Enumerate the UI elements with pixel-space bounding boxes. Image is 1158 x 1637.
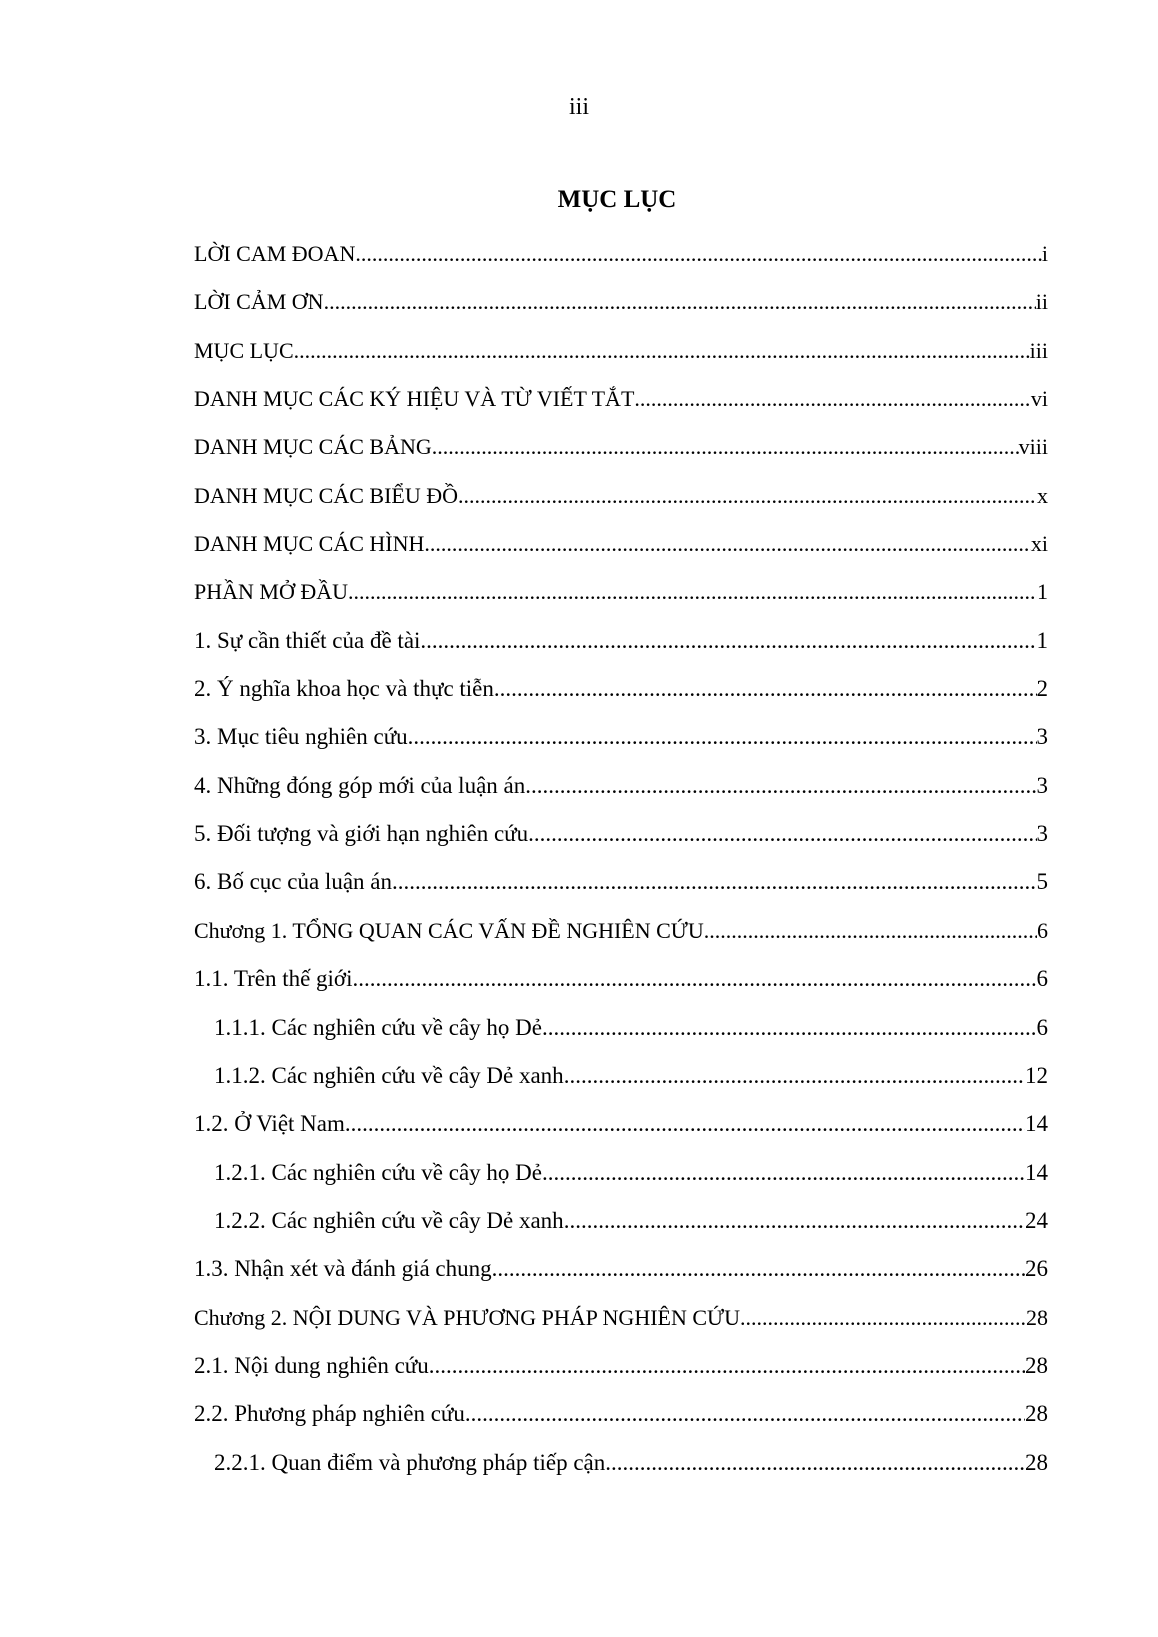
toc-dot-leader bbox=[494, 665, 1037, 713]
toc-entry-page: ii bbox=[1035, 289, 1048, 315]
toc-entry-label: 5. Đối tượng và giới hạn nghiên cứu bbox=[194, 821, 529, 847]
table-of-contents bbox=[194, 230, 1048, 1487]
toc-dot-leader bbox=[355, 230, 1042, 278]
toc-dot-leader bbox=[429, 1342, 1025, 1390]
toc-entry-label: 2.2.1. Quan điểm và phương pháp tiếp cận bbox=[214, 1449, 606, 1475]
toc-entry[interactable] bbox=[194, 278, 1048, 326]
toc-entry[interactable] bbox=[194, 713, 1048, 761]
toc-entry-label: 1.1.1. Các nghiên cứu về cây họ Dẻ bbox=[214, 1014, 542, 1040]
toc-entry-page: 28 bbox=[1026, 1304, 1048, 1330]
toc-entry-label: MỤC LỤC bbox=[194, 337, 294, 363]
toc-dot-leader bbox=[704, 907, 1037, 955]
toc-entry-label: 2. Ý nghĩa khoa học và thực tiễn bbox=[194, 676, 494, 702]
toc-entry[interactable] bbox=[194, 1245, 1048, 1293]
toc-entry-page: 24 bbox=[1025, 1207, 1048, 1233]
toc-entry-label: Chương 2. NỘI DUNG VÀ PHƯƠNG PHÁP NGHIÊN CỨU bbox=[194, 1304, 740, 1330]
toc-entry[interactable] bbox=[194, 955, 1048, 1003]
toc-dot-leader bbox=[525, 762, 1036, 810]
toc-dot-leader bbox=[408, 713, 1037, 761]
toc-entry[interactable] bbox=[194, 375, 1048, 423]
toc-dot-leader bbox=[564, 1197, 1025, 1245]
toc-dot-leader bbox=[542, 1004, 1037, 1052]
toc-entry-page: xi bbox=[1030, 531, 1048, 557]
toc-entry-page: 6 bbox=[1037, 917, 1048, 943]
toc-title: MỤC LỤC bbox=[557, 186, 677, 213]
toc-entry-label: 1.1. Trên thế giới bbox=[194, 966, 353, 992]
toc-entry[interactable] bbox=[194, 907, 1048, 955]
toc-entry-label: 6. Bố cục của luận án bbox=[194, 869, 392, 895]
toc-entry-page: 14 bbox=[1025, 1111, 1048, 1137]
toc-entry-label: 4. Những đóng góp mới của luận án bbox=[194, 772, 526, 798]
toc-entry-page: vi bbox=[1030, 386, 1048, 412]
toc-entry[interactable] bbox=[194, 230, 1048, 278]
toc-entry[interactable] bbox=[194, 1149, 1048, 1197]
toc-entry[interactable] bbox=[194, 1100, 1048, 1148]
toc-entry-page: 28 bbox=[1025, 1449, 1048, 1475]
toc-entry-page: 28 bbox=[1025, 1401, 1048, 1427]
toc-entry-label: 3. Mục tiêu nghiên cứu bbox=[194, 724, 408, 750]
toc-dot-leader bbox=[564, 1052, 1025, 1100]
toc-entry-page: 26 bbox=[1025, 1256, 1048, 1282]
toc-dot-leader bbox=[542, 1149, 1025, 1197]
toc-entry-label: 2.2. Phương pháp nghiên cứu bbox=[194, 1401, 465, 1427]
toc-dot-leader bbox=[458, 472, 1037, 520]
toc-entry[interactable] bbox=[194, 1342, 1048, 1390]
toc-entry[interactable] bbox=[194, 1004, 1048, 1052]
toc-entry-label: Chương 1. TỔNG QUAN CÁC VẤN ĐỀ NGHIÊN CỨU bbox=[194, 917, 704, 943]
toc-entry-label: 1.2.1. Các nghiên cứu về cây họ Dẻ bbox=[214, 1159, 542, 1185]
toc-entry-label: 2.1. Nội dung nghiên cứu bbox=[194, 1352, 429, 1378]
toc-dot-leader bbox=[605, 1439, 1025, 1487]
toc-entry-page: 1 bbox=[1036, 627, 1048, 653]
toc-dot-leader bbox=[352, 955, 1036, 1003]
toc-dot-leader bbox=[740, 1294, 1026, 1342]
toc-dot-leader bbox=[392, 858, 1037, 906]
toc-dot-leader bbox=[324, 278, 1036, 326]
toc-entry-page: 12 bbox=[1025, 1062, 1048, 1088]
toc-entry[interactable] bbox=[194, 1197, 1048, 1245]
toc-entry[interactable] bbox=[194, 327, 1048, 375]
toc-dot-leader bbox=[492, 1245, 1025, 1293]
toc-entry-label: DANH MỤC CÁC HÌNH bbox=[194, 531, 425, 557]
toc-entry[interactable] bbox=[194, 1052, 1048, 1100]
toc-entry-label: 1. Sự cần thiết của đề tài bbox=[194, 627, 421, 653]
toc-entry[interactable] bbox=[194, 568, 1048, 616]
toc-entry-label: DANH MỤC CÁC KÝ HIỆU VÀ TỪ VIẾT TẮT bbox=[194, 386, 635, 412]
toc-dot-leader bbox=[420, 617, 1036, 665]
toc-entry-label: DANH MỤC CÁC BẢNG bbox=[194, 434, 432, 460]
toc-entry[interactable] bbox=[194, 810, 1048, 858]
toc-entry-page: x bbox=[1037, 482, 1048, 508]
toc-entry[interactable] bbox=[194, 520, 1048, 568]
toc-entry[interactable] bbox=[194, 1294, 1048, 1342]
toc-dot-leader bbox=[465, 1390, 1025, 1438]
toc-entry[interactable] bbox=[194, 858, 1048, 906]
toc-entry[interactable] bbox=[194, 1390, 1048, 1438]
toc-entry-page: viii bbox=[1018, 434, 1048, 460]
toc-entry-label: 1.2.2. Các nghiên cứu về cây Dẻ xanh bbox=[214, 1207, 564, 1233]
toc-dot-leader bbox=[528, 810, 1036, 858]
toc-entry[interactable] bbox=[194, 665, 1048, 713]
toc-entry[interactable] bbox=[194, 762, 1048, 810]
toc-entry-page: 5 bbox=[1036, 869, 1048, 895]
toc-entry[interactable] bbox=[194, 1439, 1048, 1487]
toc-entry-page: iii bbox=[1029, 337, 1048, 363]
toc-entry-page: 28 bbox=[1025, 1352, 1048, 1378]
toc-entry-page: 6 bbox=[1036, 966, 1048, 992]
toc-entry-page: 1 bbox=[1037, 579, 1048, 605]
toc-dot-leader bbox=[432, 423, 1019, 471]
toc-entry-label: 1.1.2. Các nghiên cứu về cây Dẻ xanh bbox=[214, 1062, 564, 1088]
toc-dot-leader bbox=[424, 520, 1030, 568]
toc-entry[interactable] bbox=[194, 472, 1048, 520]
page-number: iii bbox=[568, 94, 589, 120]
toc-entry[interactable] bbox=[194, 423, 1048, 471]
toc-entry-page: 2 bbox=[1036, 676, 1048, 702]
toc-dot-leader bbox=[348, 568, 1037, 616]
toc-entry-label: PHẦN MỞ ĐẦU bbox=[194, 579, 349, 605]
toc-entry-label: 1.3. Nhận xét và đánh giá chung bbox=[194, 1256, 492, 1282]
toc-entry-label: LỜI CAM ĐOAN bbox=[194, 241, 356, 266]
toc-entry-page: 14 bbox=[1025, 1159, 1048, 1185]
toc-entry-label: DANH MỤC CÁC BIỂU ĐỒ bbox=[194, 482, 459, 508]
toc-dot-leader bbox=[294, 327, 1030, 375]
toc-entry-label: LỜI CẢM ƠN bbox=[194, 289, 324, 315]
toc-dot-leader bbox=[634, 375, 1030, 423]
toc-entry-page: 3 bbox=[1036, 772, 1048, 798]
toc-entry[interactable] bbox=[194, 617, 1048, 665]
toc-entry-page: 6 bbox=[1036, 1014, 1048, 1040]
toc-entry-page: i bbox=[1041, 241, 1048, 266]
toc-entry-page: 3 bbox=[1036, 724, 1048, 750]
toc-entry-page: 3 bbox=[1036, 821, 1048, 847]
toc-dot-leader bbox=[345, 1100, 1025, 1148]
toc-entry-label: 1.2. Ở Việt Nam bbox=[194, 1111, 345, 1137]
